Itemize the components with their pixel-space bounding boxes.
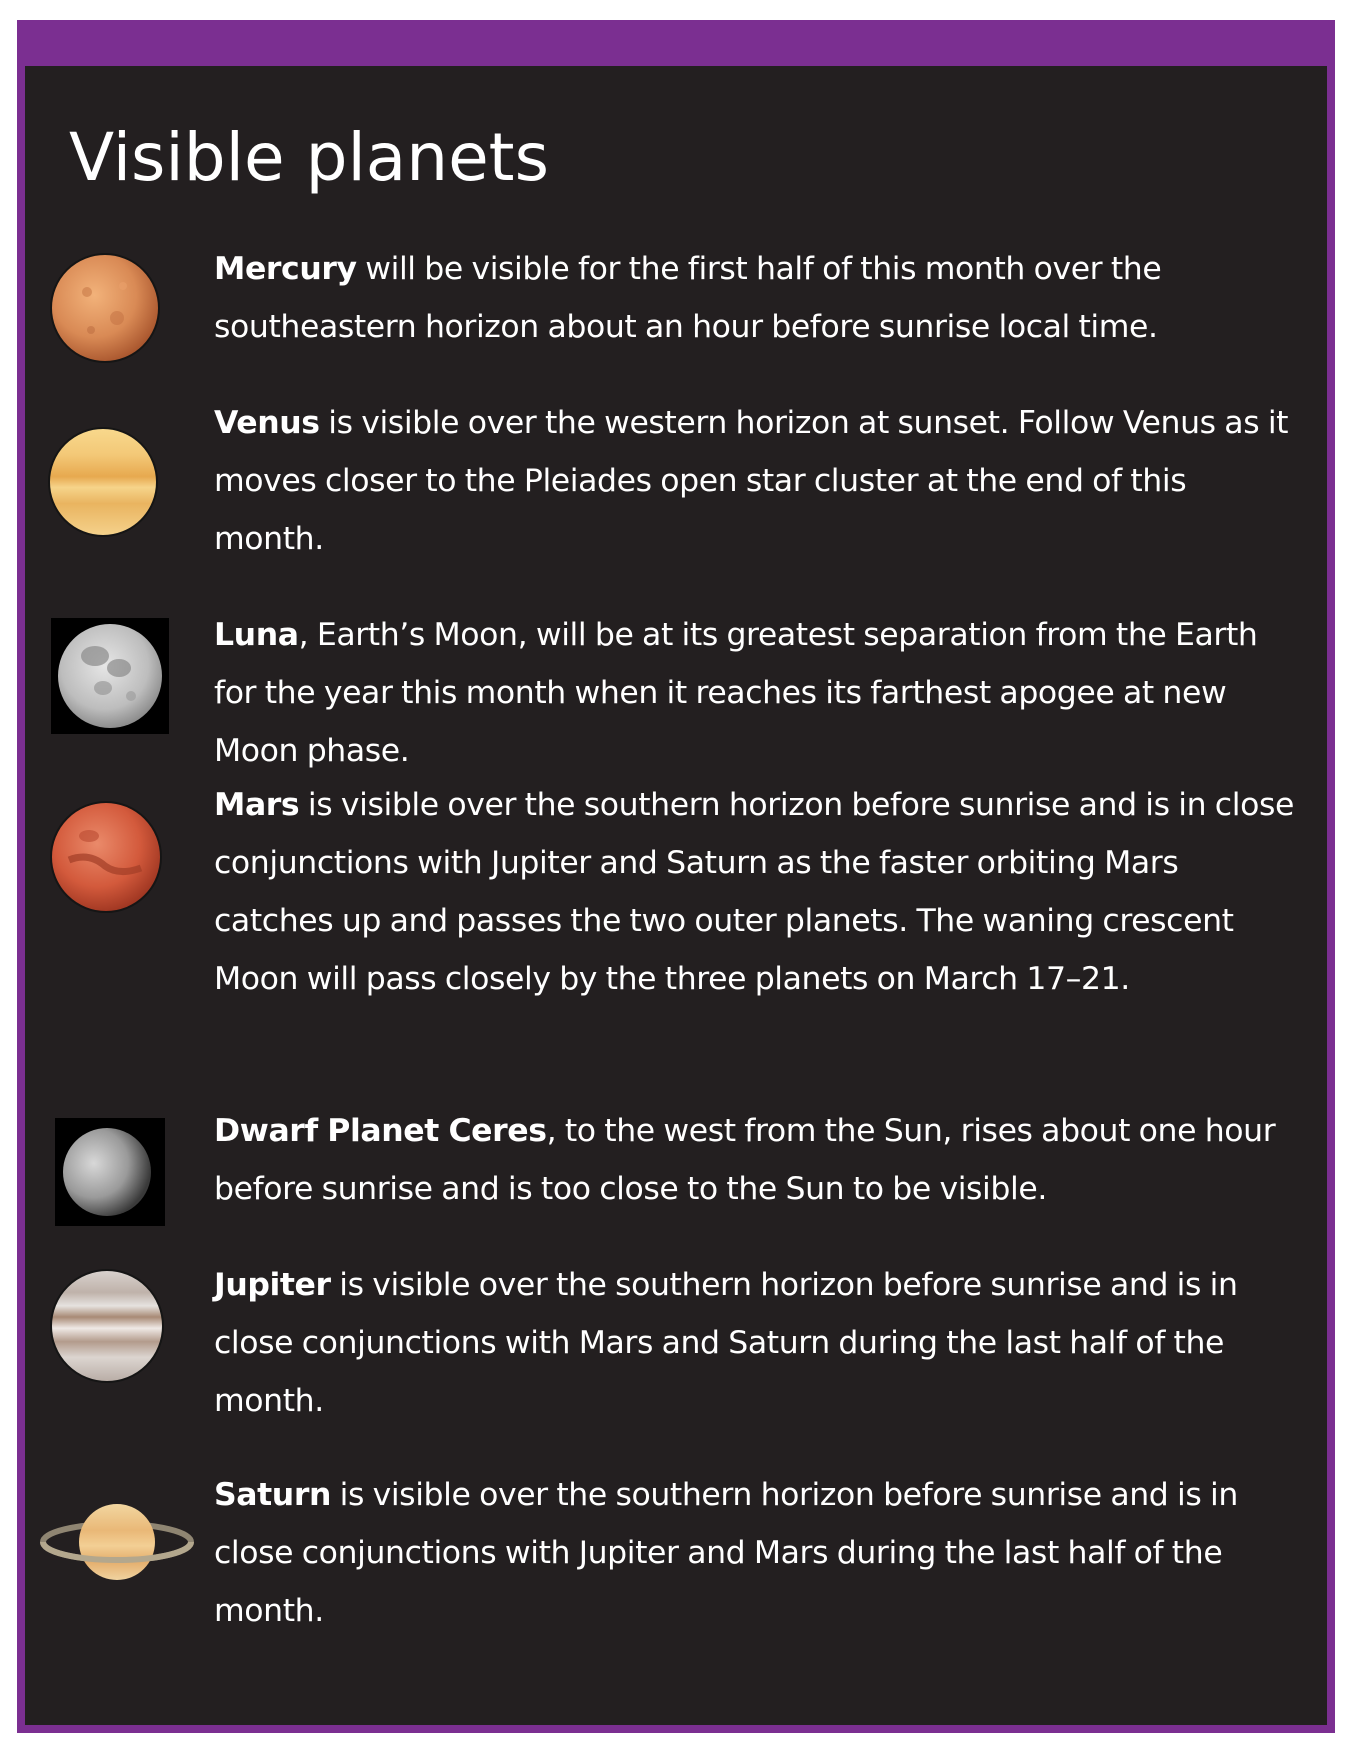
jupiter-icon xyxy=(49,1268,165,1384)
mars-icon xyxy=(49,800,163,914)
planet-description xyxy=(214,1256,1304,1430)
saturn-icon xyxy=(39,1494,195,1590)
planet-description xyxy=(214,240,1304,356)
planet-name: Jupiter xyxy=(214,1267,331,1303)
planet-description xyxy=(214,394,1304,568)
visible-planets-panel xyxy=(17,20,1335,1733)
planet-description-text: is visible over the southern horizon before sunrise and is in close conjunctions with Mars and Saturn during the last half of the month. xyxy=(214,1267,1238,1419)
planet-name: Venus xyxy=(214,405,320,441)
planet-name: Luna xyxy=(214,617,299,653)
planet-description-text: is visible over the southern horizon before sunrise and is in close conjunctions with Jupiter and Mars during the last half of the month. xyxy=(214,1477,1238,1629)
planet-name: Dwarf Planet Ceres xyxy=(214,1113,547,1149)
ceres-icon xyxy=(55,1118,165,1226)
planet-description-text: , to the west from the Sun, rises about one hour before sunrise and is too close to the Sun to be visible. xyxy=(214,1113,1276,1207)
planet-description xyxy=(214,776,1304,1008)
mercury-icon xyxy=(49,252,161,364)
planet-description xyxy=(214,606,1304,780)
planet-description-text: is visible over the western horizon at sunset. Follow Venus as it moves closer to the Pleiades open star cluster at the end of this month. xyxy=(214,405,1289,557)
planet-description xyxy=(214,1102,1304,1218)
planet-description-text: , Earth’s Moon, will be at its greatest separation from the Earth for the year this month when it reaches its farthest apogee at new Moon phase. xyxy=(214,617,1258,769)
planet-description xyxy=(214,1466,1304,1640)
moon-icon xyxy=(51,618,169,734)
planet-name: Mercury xyxy=(214,251,357,287)
planet-name: Saturn xyxy=(214,1477,331,1513)
page-title: Visible planets xyxy=(69,119,549,196)
venus-icon xyxy=(47,426,159,538)
planet-name: Mars xyxy=(214,787,300,823)
planet-description-text: will be visible for the first half of this month over the southeastern horizon about an hour before sunrise local time. xyxy=(214,251,1162,345)
planet-description-text: is visible over the southern horizon before sunrise and is in close conjunctions with Jupiter and Saturn as the faster orbiting Mars catches up and passes the two outer planets. The waning crescent Moon will pass closely by the three planets on March 17–21. xyxy=(214,787,1294,997)
